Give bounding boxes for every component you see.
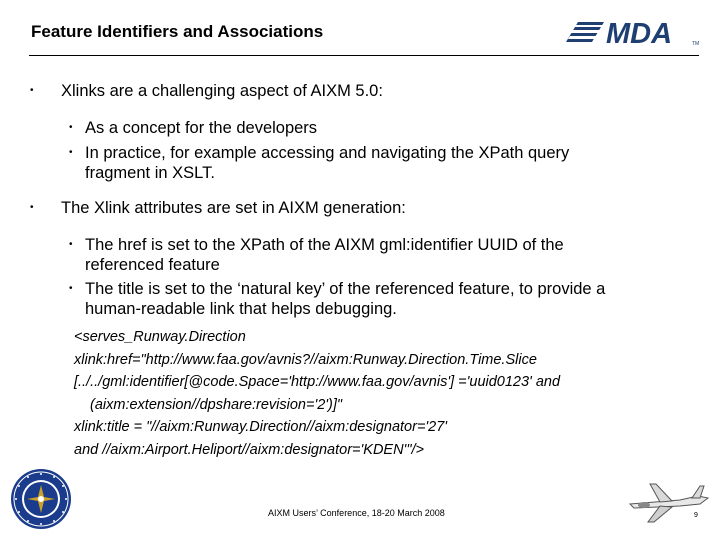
mda-logo [564, 16, 702, 48]
code-line: <serves_Runway.Direction [74, 329, 246, 345]
bullet-level2 [69, 235, 637, 275]
bullet-text: Xlinks are a challenging aspect of AIXM 5.0: [61, 82, 383, 100]
bullet-text: As a concept for the developers [85, 119, 318, 137]
page-number: 9 [694, 512, 698, 519]
bullet-text: In practice, for example accessing and navigating the XPath query fragment in XSLT. [85, 144, 570, 182]
code-line: xlink:href="http://www.faa.gov/avnis?//aixm:Runway.Direction.Time.Slice [74, 351, 537, 368]
airplane-icon [620, 474, 716, 526]
bullet-text: The href is set to the XPath of the AIXM gml:identifier UUID of the referenced feature [85, 236, 564, 274]
code-line: xlink:title = "//aixm:Runway.Direction//aixm:designator='27' [74, 419, 448, 435]
svg-text:TM: TM [692, 41, 700, 47]
bullet-text: The Xlink attributes are set in AIXM generation: [61, 199, 406, 217]
bullet-dot: • [30, 202, 34, 213]
code-sample [74, 326, 634, 461]
bullet-level2 [69, 118, 637, 138]
bullet-dot: • [69, 122, 73, 133]
footer-text: AIXM Users’ Conference, 18-20 March 2008 [268, 508, 445, 518]
bullet-dot: • [30, 85, 34, 96]
bullet-dot: • [69, 283, 73, 294]
code-line: (aixm:extension//dpshare:revision='2')]" [90, 396, 343, 413]
code-line: [../../gml:identifier[@code.Space='http://www.faa.gov/avnis'] ='uuid0123' and [74, 374, 561, 390]
bullet-dot: • [69, 147, 73, 158]
slide-title: Feature Identifiers and Associations [31, 22, 324, 41]
faa-seal-icon [10, 468, 72, 530]
bullet-level2 [69, 143, 637, 183]
code-line: and //aixm:Airport.Heliport//aixm:designator='KDEN'"/> [74, 441, 424, 458]
bullet-dot: • [69, 239, 73, 250]
bullet-level2 [69, 279, 637, 319]
bullet-text: The title is set to the ‘natural key’ of the referenced feature, to provide a human-readable link that helps debugging. [85, 280, 606, 318]
title-divider [29, 55, 699, 56]
svg-text:MDA: MDA [606, 18, 673, 48]
